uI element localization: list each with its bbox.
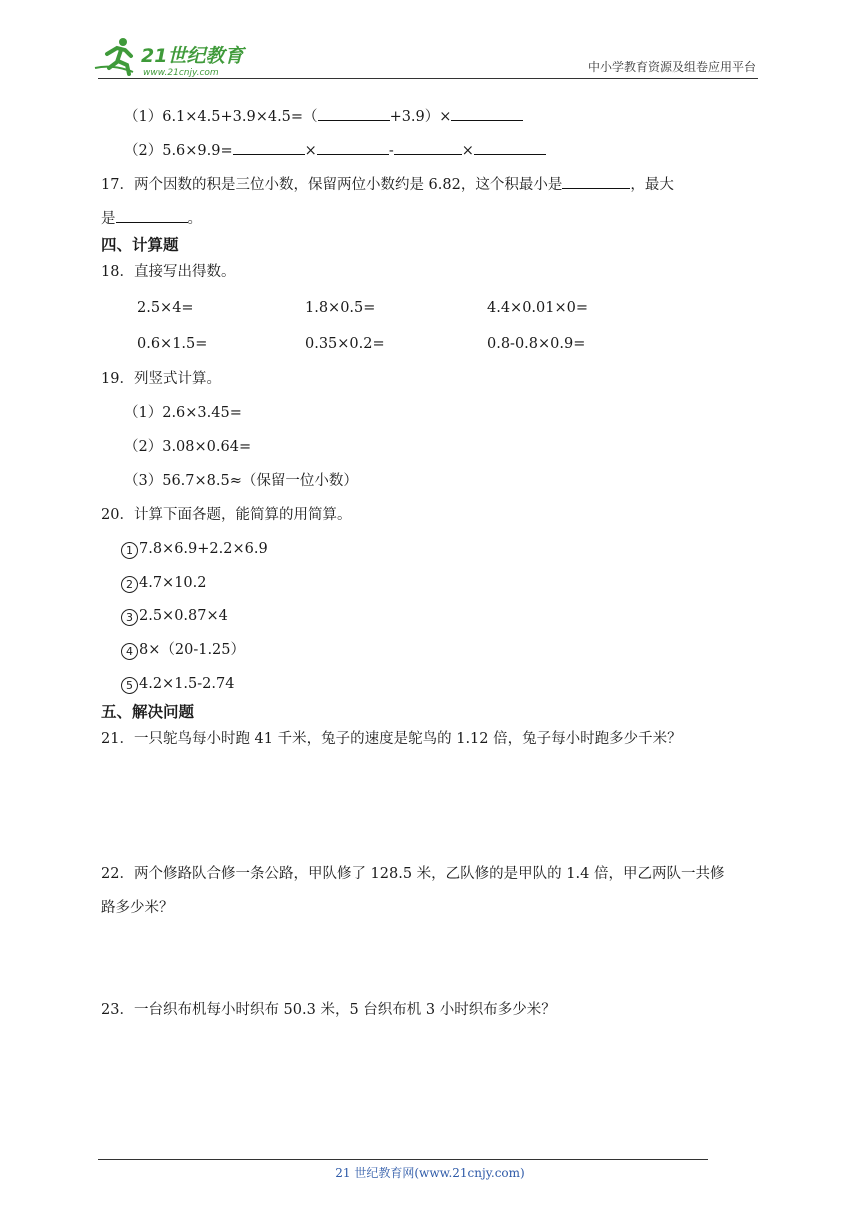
answer-blank[interactable]: [116, 208, 188, 223]
answer-blank[interactable]: [394, 140, 462, 155]
answer-blank[interactable]: [233, 140, 305, 155]
section-heading-problems: 五、解决问题: [101, 703, 195, 721]
circled-number: 3: [121, 609, 138, 626]
q18-item: 0.35×0.2=: [305, 336, 385, 352]
q20-stem: 20．计算下面各题，能简算的用简算。: [101, 507, 352, 523]
q18-item: 1.8×0.5=: [305, 300, 376, 316]
answer-blank[interactable]: [474, 140, 546, 155]
q17-line2: 是 。: [101, 208, 202, 229]
logo-text: 21世纪教育: [141, 45, 244, 67]
q16-part1: （1）6.1×4.5+3.9×4.5=（ +3.9）×: [124, 106, 523, 127]
site-logo: [93, 34, 263, 80]
header-divider: [98, 78, 758, 79]
q20-item: 5 4.2×1.5-2.74: [121, 674, 234, 694]
q20-item: 2 4.7×10.2: [121, 573, 207, 593]
q23-text: 23．一台织布机每小时织布 50.3 米，5 台织布机 3 小时织布多少米？: [101, 1002, 556, 1018]
header-platform-text: 中小学教育资源及组卷应用平台: [587, 60, 756, 74]
circled-number: 1: [121, 542, 138, 559]
q20-item: 4 8×（20-1.25）: [121, 640, 245, 660]
q16-part2: （2）5.6×9.9= × - ×: [124, 140, 546, 161]
q18-item: 0.8-0.8×0.9=: [487, 336, 586, 352]
circled-number: 5: [121, 677, 138, 694]
q19-stem: 19．列竖式计算。: [101, 371, 221, 387]
q19-item: （3）56.7×8.5≈（保留一位小数）: [124, 473, 358, 489]
q18-stem: 18．直接写出得数。: [101, 264, 236, 280]
answer-blank[interactable]: [562, 174, 630, 189]
answer-blank[interactable]: [318, 106, 390, 121]
footer-text: 21 世纪教育网(www.21cnjy.com): [335, 1166, 525, 1180]
circled-number: 4: [121, 643, 138, 660]
q22-line1: 22．两个修路队合修一条公路，甲队修了 128.5 米，乙队修的是甲队的 1.4 倍，甲乙两队一共修: [101, 866, 725, 882]
q20-item: 1 7.8×6.9+2.2×6.9: [121, 539, 268, 559]
logo-url: www.21cnjy.com: [143, 68, 219, 78]
circled-number: 2: [121, 576, 138, 593]
q19-item: （2）3.08×0.64=: [124, 439, 252, 455]
answer-blank[interactable]: [451, 106, 523, 121]
section-heading-calculation: 四、计算题: [101, 236, 179, 254]
q20-item: 3 2.5×0.87×4: [121, 606, 228, 626]
q18-item: 0.6×1.5=: [137, 336, 208, 352]
footer-divider: [98, 1159, 708, 1160]
runner-icon: [95, 38, 133, 74]
q17-line1: 17．两个因数的积是三位小数，保留两位小数约是 6.82，这个积最小是 ，最大: [101, 174, 674, 195]
q19-item: （1）2.6×3.45=: [124, 405, 242, 421]
q22-line2: 路多少米？: [101, 900, 174, 916]
q18-item: 2.5×4=: [137, 300, 194, 316]
answer-blank[interactable]: [317, 140, 389, 155]
q18-item: 4.4×0.01×0=: [487, 300, 589, 316]
q21-text: 21．一只鸵鸟每小时跑 41 千米，兔子的速度是鸵鸟的 1.12 倍，兔子每小时跑多少千米？: [101, 731, 682, 747]
